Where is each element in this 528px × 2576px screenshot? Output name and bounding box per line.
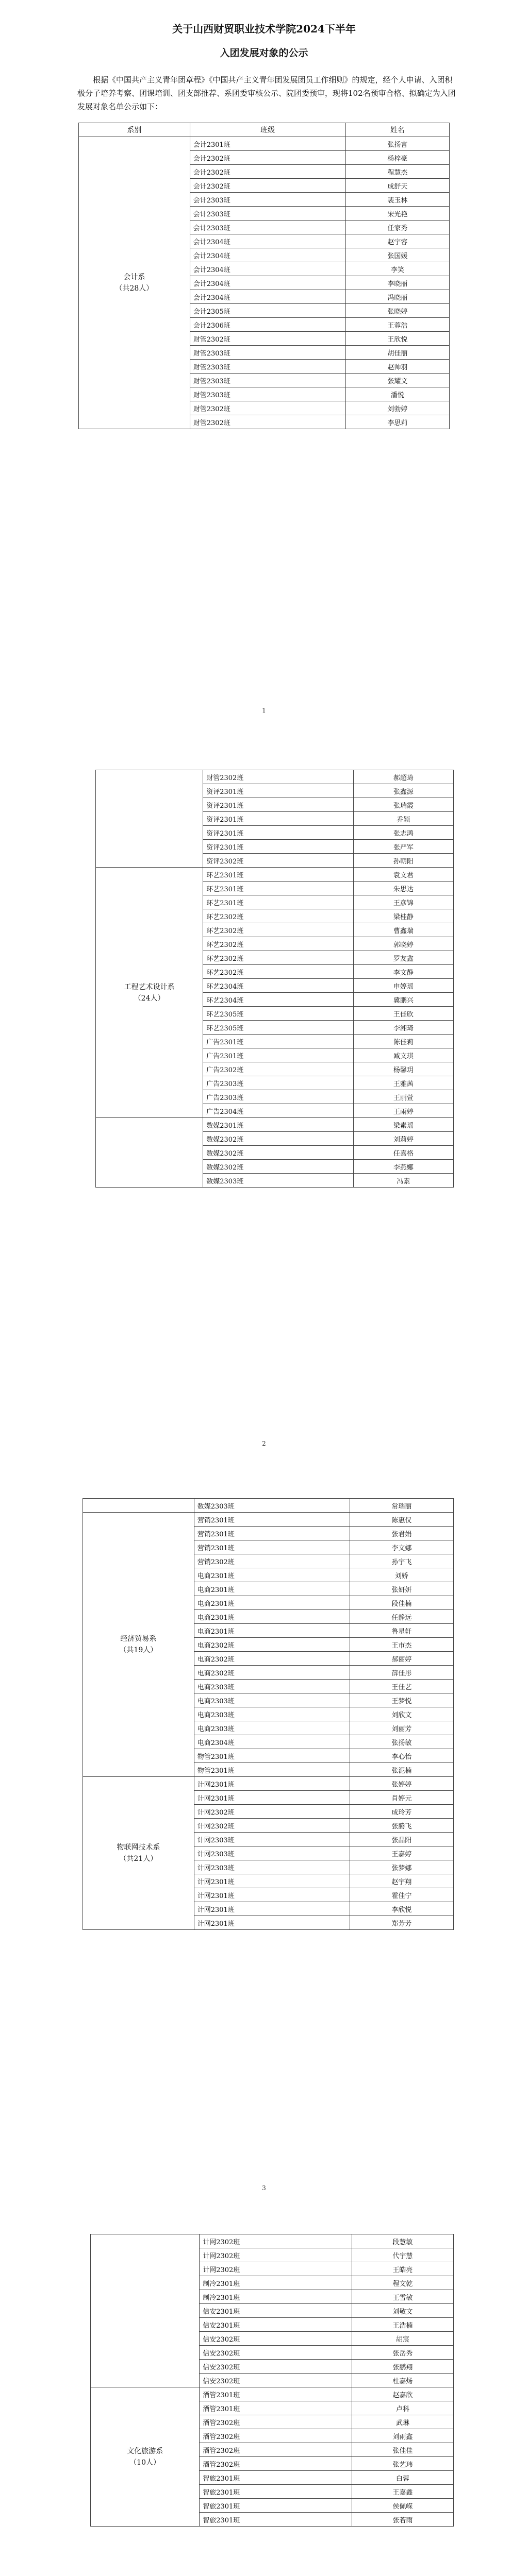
class-cell: 广告2301班 bbox=[203, 1048, 353, 1062]
student-name-cell: 张严军 bbox=[353, 840, 453, 854]
student-name-cell: 张瑞霞 bbox=[353, 798, 453, 812]
student-name-cell: 肖婷元 bbox=[350, 1791, 453, 1805]
class-cell: 资评2301班 bbox=[203, 784, 353, 798]
student-name-cell: 张扬敏 bbox=[350, 1735, 453, 1749]
class-cell: 计网2302班 bbox=[200, 2262, 352, 2276]
student-name-cell: 张国媛 bbox=[345, 248, 449, 262]
student-name-cell: 张艺玮 bbox=[352, 2457, 453, 2471]
student-name-cell: 郝丽婷 bbox=[350, 1652, 453, 1666]
student-name-cell: 王佳艺 bbox=[350, 1680, 453, 1693]
class-cell: 财管2303班 bbox=[190, 346, 345, 360]
student-name-cell: 梁桂静 bbox=[353, 909, 453, 923]
table-row bbox=[79, 137, 450, 151]
class-cell: 电商2302班 bbox=[194, 1652, 350, 1666]
student-name-cell: 赵嘉欣 bbox=[352, 2387, 453, 2401]
student-name-cell: 王丽萱 bbox=[353, 1090, 453, 1104]
column-header-class: 班级 bbox=[190, 123, 345, 137]
student-name-cell: 王雅茜 bbox=[353, 1076, 453, 1090]
class-cell: 环艺2302班 bbox=[203, 937, 353, 951]
department-cell bbox=[96, 1118, 203, 1188]
class-cell: 会计2304班 bbox=[190, 276, 345, 290]
student-name-cell: 程文乾 bbox=[352, 2276, 453, 2290]
student-name-cell: 王雨婷 bbox=[353, 1104, 453, 1118]
student-name-cell: 郝超琦 bbox=[353, 770, 453, 784]
student-name-cell: 张志鸿 bbox=[353, 826, 453, 840]
table-header-row bbox=[79, 123, 450, 137]
page-number: 3 bbox=[262, 2184, 266, 2192]
page-4 bbox=[0, 2215, 528, 2576]
class-cell: 广告2303班 bbox=[203, 1090, 353, 1104]
student-name-cell: 孙宇飞 bbox=[350, 1554, 453, 1568]
class-cell: 智旅2301班 bbox=[200, 2499, 352, 2513]
student-name-cell: 王嘉婷 bbox=[350, 1846, 453, 1860]
student-name-cell: 刘丽芳 bbox=[350, 1721, 453, 1735]
class-cell: 电商2302班 bbox=[194, 1638, 350, 1652]
department-name: 经济贸易系 bbox=[120, 1635, 157, 1643]
student-name-cell: 任家秀 bbox=[345, 221, 449, 234]
department-cell bbox=[83, 1777, 194, 1930]
class-cell: 会计2302班 bbox=[190, 165, 345, 179]
student-name-cell: 李思莉 bbox=[345, 415, 449, 429]
class-cell: 电商2301班 bbox=[194, 1582, 350, 1596]
class-cell: 环艺2301班 bbox=[203, 895, 353, 909]
class-cell: 计网2301班 bbox=[194, 1888, 350, 1902]
student-name-cell: 张腾飞 bbox=[350, 1819, 453, 1833]
name-table-page-4 bbox=[90, 2234, 454, 2527]
page-3 bbox=[0, 1479, 528, 2205]
class-cell: 制冷2301班 bbox=[200, 2290, 352, 2304]
student-name-cell: 胡佳丽 bbox=[345, 346, 449, 360]
student-name-cell: 乔颖 bbox=[353, 812, 453, 826]
student-name-cell: 王蓉浩 bbox=[345, 318, 449, 332]
class-cell: 营销2301班 bbox=[194, 1513, 350, 1527]
student-name-cell: 梁素瑶 bbox=[353, 1118, 453, 1132]
class-cell: 电商2301班 bbox=[194, 1596, 350, 1610]
class-cell: 信安2302班 bbox=[200, 2360, 352, 2374]
department-cell bbox=[79, 137, 190, 429]
page-number: 2 bbox=[262, 1440, 266, 1447]
student-name-cell: 代宇慧 bbox=[352, 2248, 453, 2262]
class-cell: 电商2301班 bbox=[194, 1624, 350, 1638]
class-cell: 会计2302班 bbox=[190, 179, 345, 193]
class-cell: 环艺2302班 bbox=[203, 965, 353, 979]
student-name-cell: 郑芳芳 bbox=[350, 1916, 453, 1930]
page-1 bbox=[0, 0, 528, 737]
class-cell: 会计2302班 bbox=[190, 151, 345, 165]
class-cell: 广告2302班 bbox=[203, 1062, 353, 1076]
class-cell: 电商2303班 bbox=[194, 1721, 350, 1735]
table-row bbox=[91, 2387, 454, 2401]
student-name-cell: 赵宇容 bbox=[345, 234, 449, 248]
student-name-cell: 郭晓婷 bbox=[353, 937, 453, 951]
student-name-cell: 张泥楠 bbox=[350, 1763, 453, 1777]
student-name-cell: 张岳秀 bbox=[352, 2346, 453, 2360]
student-name-cell: 杜嘉炀 bbox=[352, 2374, 453, 2387]
student-name-cell: 任静远 bbox=[350, 1610, 453, 1624]
class-cell: 财管2302班 bbox=[203, 770, 353, 784]
class-cell: 环艺2304班 bbox=[203, 993, 353, 1007]
class-cell: 酒管2302班 bbox=[200, 2429, 352, 2443]
department-name: 工程艺术设计系 bbox=[124, 982, 175, 991]
student-name-cell: 朱思达 bbox=[353, 882, 453, 895]
class-cell: 财管2303班 bbox=[190, 387, 345, 401]
class-cell: 酒管2301班 bbox=[200, 2387, 352, 2401]
class-cell: 财管2303班 bbox=[190, 360, 345, 374]
class-cell: 酒管2302班 bbox=[200, 2443, 352, 2457]
class-cell: 信安2302班 bbox=[200, 2332, 352, 2346]
class-cell: 电商2301班 bbox=[194, 1568, 350, 1582]
class-cell: 电商2303班 bbox=[194, 1680, 350, 1693]
student-name-cell: 刘雨鑫 bbox=[352, 2429, 453, 2443]
page-2 bbox=[0, 747, 528, 1468]
class-cell: 会计2303班 bbox=[190, 207, 345, 221]
student-name-cell: 冯素 bbox=[353, 1174, 453, 1188]
student-name-cell: 王市杰 bbox=[350, 1638, 453, 1652]
student-name-cell: 李笑 bbox=[345, 262, 449, 276]
class-cell: 营销2302班 bbox=[194, 1554, 350, 1568]
student-name-cell: 张妍妍 bbox=[350, 1582, 453, 1596]
student-name-cell: 李文娜 bbox=[350, 1540, 453, 1554]
student-name-cell: 冀鹏兴 bbox=[353, 993, 453, 1007]
class-cell: 会计2303班 bbox=[190, 221, 345, 234]
class-cell: 环艺2305班 bbox=[203, 1021, 353, 1035]
student-name-cell: 张梦娜 bbox=[350, 1860, 453, 1874]
table-row bbox=[83, 1777, 454, 1791]
class-cell: 电商2301班 bbox=[194, 1610, 350, 1624]
class-cell: 广告2301班 bbox=[203, 1035, 353, 1048]
student-name-cell: 裴玉林 bbox=[345, 193, 449, 207]
class-cell: 数媒2303班 bbox=[194, 1499, 350, 1513]
class-cell: 财管2302班 bbox=[190, 415, 345, 429]
student-name-cell: 王皓亮 bbox=[352, 2262, 453, 2276]
class-cell: 信安2301班 bbox=[200, 2304, 352, 2318]
student-name-cell: 刘勃婷 bbox=[345, 401, 449, 415]
class-cell: 智旅2301班 bbox=[200, 2471, 352, 2485]
department-name: 物联网技术系 bbox=[117, 1843, 160, 1852]
student-name-cell: 陈惠仪 bbox=[350, 1513, 453, 1527]
column-header-name: 姓名 bbox=[345, 123, 449, 137]
student-name-cell: 侯佩嵘 bbox=[352, 2499, 453, 2513]
table-row bbox=[96, 770, 454, 784]
class-cell: 会计2305班 bbox=[190, 304, 345, 318]
class-cell: 会计2304班 bbox=[190, 248, 345, 262]
class-cell: 计网2301班 bbox=[194, 1916, 350, 1930]
class-cell: 数媒2302班 bbox=[203, 1132, 353, 1146]
document-subtitle: 入团发展对象的公示 bbox=[220, 47, 308, 59]
student-name-cell: 胡宸 bbox=[352, 2332, 453, 2346]
student-name-cell: 杨馨玥 bbox=[353, 1062, 453, 1076]
student-name-cell: 霍佳宁 bbox=[350, 1888, 453, 1902]
table-row bbox=[96, 868, 454, 882]
class-cell: 会计2304班 bbox=[190, 262, 345, 276]
class-cell: 电商2303班 bbox=[194, 1707, 350, 1721]
student-name-cell: 李湘琦 bbox=[353, 1021, 453, 1035]
department-count: （10人） bbox=[129, 2458, 160, 2467]
class-cell: 计网2303班 bbox=[194, 1846, 350, 1860]
student-name-cell: 张佳佳 bbox=[352, 2443, 453, 2457]
student-name-cell: 鲁星轩 bbox=[350, 1624, 453, 1638]
student-name-cell: 王欣悦 bbox=[345, 332, 449, 346]
department-cell bbox=[91, 2234, 200, 2387]
intro-paragraph: 根据《中国共产主义青年团章程》《中国共产主义青年团发展团员工作细则》的规定，经个人申请、入团积极分子培养考察、团课培训、团支部推荐、系团委审核公示、院团委预审，现将102名预审合格、拟确定为入团发展对象名单公示如下： bbox=[77, 75, 456, 111]
student-name-cell: 李欣悦 bbox=[350, 1902, 453, 1916]
department-cell bbox=[83, 1513, 194, 1777]
class-cell: 物管2301班 bbox=[194, 1749, 350, 1763]
student-name-cell: 张晓婷 bbox=[345, 304, 449, 318]
class-cell: 资评2301班 bbox=[203, 826, 353, 840]
class-cell: 计网2302班 bbox=[200, 2248, 352, 2262]
class-cell: 财管2302班 bbox=[190, 332, 345, 346]
department-count: （共19人） bbox=[119, 1646, 158, 1654]
class-cell: 营销2301班 bbox=[194, 1527, 350, 1540]
student-name-cell: 王佳欣 bbox=[353, 1007, 453, 1021]
student-name-cell: 罗友鑫 bbox=[353, 951, 453, 965]
class-cell: 财管2302班 bbox=[190, 401, 345, 415]
class-cell: 资评2301班 bbox=[203, 840, 353, 854]
class-cell: 会计2304班 bbox=[190, 234, 345, 248]
class-cell: 智旅2301班 bbox=[200, 2513, 352, 2527]
class-cell: 环艺2301班 bbox=[203, 882, 353, 895]
student-name-cell: 赵宇翔 bbox=[350, 1874, 453, 1888]
student-name-cell: 潘悦 bbox=[345, 387, 449, 401]
class-cell: 广告2303班 bbox=[203, 1076, 353, 1090]
table-row bbox=[83, 1499, 454, 1513]
department-cell bbox=[83, 1499, 194, 1513]
class-cell: 资评2302班 bbox=[203, 854, 353, 868]
student-name-cell: 李燕娜 bbox=[353, 1160, 453, 1174]
student-name-cell: 张鹏翔 bbox=[352, 2360, 453, 2374]
class-cell: 电商2304班 bbox=[194, 1735, 350, 1749]
class-cell: 资评2301班 bbox=[203, 798, 353, 812]
department-name: 文化旅游系 bbox=[127, 2447, 163, 2455]
class-cell: 数媒2303班 bbox=[203, 1174, 353, 1188]
class-cell: 智旅2301班 bbox=[200, 2485, 352, 2499]
student-name-cell: 任嘉格 bbox=[353, 1146, 453, 1160]
table-row bbox=[91, 2234, 454, 2248]
class-cell: 数媒2302班 bbox=[203, 1160, 353, 1174]
student-name-cell: 李心怡 bbox=[350, 1749, 453, 1763]
student-name-cell: 薛佳彤 bbox=[350, 1666, 453, 1680]
student-name-cell: 李晓丽 bbox=[345, 276, 449, 290]
class-cell: 计网2301班 bbox=[194, 1777, 350, 1791]
student-name-cell: 段慧敏 bbox=[352, 2234, 453, 2248]
class-cell: 信安2302班 bbox=[200, 2346, 352, 2360]
class-cell: 计网2301班 bbox=[194, 1874, 350, 1888]
student-name-cell: 段佳楠 bbox=[350, 1596, 453, 1610]
student-name-cell: 张婷婷 bbox=[350, 1777, 453, 1791]
class-cell: 环艺2304班 bbox=[203, 979, 353, 993]
class-cell: 信安2302班 bbox=[200, 2374, 352, 2387]
student-name-cell: 袁文君 bbox=[353, 868, 453, 882]
student-name-cell: 刘敬文 bbox=[352, 2304, 453, 2318]
student-name-cell: 王嘉鑫 bbox=[352, 2485, 453, 2499]
class-cell: 电商2302班 bbox=[194, 1666, 350, 1680]
student-name-cell: 王雪敏 bbox=[352, 2290, 453, 2304]
class-cell: 计网2301班 bbox=[194, 1902, 350, 1916]
class-cell: 信安2301班 bbox=[200, 2318, 352, 2332]
class-cell: 计网2302班 bbox=[194, 1805, 350, 1819]
student-name-cell: 张晶阳 bbox=[350, 1833, 453, 1846]
class-cell: 环艺2302班 bbox=[203, 951, 353, 965]
name-table-page-2 bbox=[95, 770, 454, 1188]
class-cell: 环艺2305班 bbox=[203, 1007, 353, 1021]
student-name-cell: 曹鑫瑞 bbox=[353, 923, 453, 937]
class-cell: 制冷2301班 bbox=[200, 2276, 352, 2290]
class-cell: 营销2301班 bbox=[194, 1540, 350, 1554]
class-cell: 会计2303班 bbox=[190, 193, 345, 207]
student-name-cell: 李文静 bbox=[353, 965, 453, 979]
student-name-cell: 成玲芳 bbox=[350, 1805, 453, 1819]
class-cell: 计网2302班 bbox=[194, 1819, 350, 1833]
table-row bbox=[96, 1118, 454, 1132]
class-cell: 酒管2302班 bbox=[200, 2415, 352, 2429]
class-cell: 计网2303班 bbox=[194, 1860, 350, 1874]
department-count: （共28人） bbox=[115, 284, 154, 293]
student-name-cell: 张扬言 bbox=[345, 137, 449, 151]
class-cell: 广告2304班 bbox=[203, 1104, 353, 1118]
class-cell: 环艺2301班 bbox=[203, 868, 353, 882]
student-name-cell: 张鑫源 bbox=[353, 784, 453, 798]
student-name-cell: 刘欣文 bbox=[350, 1707, 453, 1721]
student-name-cell: 王彦锦 bbox=[353, 895, 453, 909]
department-cell bbox=[96, 770, 203, 868]
class-cell: 物管2301班 bbox=[194, 1763, 350, 1777]
student-name-cell: 常瑞丽 bbox=[350, 1499, 453, 1513]
department-name: 会计系 bbox=[123, 273, 145, 281]
student-name-cell: 程慧杰 bbox=[345, 165, 449, 179]
student-name-cell: 宋光艳 bbox=[345, 207, 449, 221]
class-cell: 酒管2301班 bbox=[200, 2401, 352, 2415]
class-cell: 酒管2302班 bbox=[200, 2457, 352, 2471]
student-name-cell: 申婷瑶 bbox=[353, 979, 453, 993]
student-name-cell: 张耀文 bbox=[345, 374, 449, 387]
class-cell: 计网2303班 bbox=[194, 1833, 350, 1846]
class-cell: 会计2306班 bbox=[190, 318, 345, 332]
student-name-cell: 白蓉 bbox=[352, 2471, 453, 2485]
student-name-cell: 刘娇 bbox=[350, 1568, 453, 1582]
class-cell: 数媒2302班 bbox=[203, 1146, 353, 1160]
student-name-cell: 冯晓丽 bbox=[345, 290, 449, 304]
student-name-cell: 杨梓豪 bbox=[345, 151, 449, 165]
student-name-cell: 张君娟 bbox=[350, 1527, 453, 1540]
department-cell bbox=[96, 868, 203, 1118]
class-cell: 财管2303班 bbox=[190, 374, 345, 387]
student-name-cell: 王梦悦 bbox=[350, 1693, 453, 1707]
class-cell: 数媒2301班 bbox=[203, 1118, 353, 1132]
column-header-dept: 系别 bbox=[79, 123, 190, 137]
class-cell: 会计2301班 bbox=[190, 137, 345, 151]
department-count: （24人） bbox=[134, 994, 165, 1003]
department-count: （共21人） bbox=[119, 1855, 158, 1863]
class-cell: 计网2302班 bbox=[200, 2234, 352, 2248]
student-name-cell: 陈佳莉 bbox=[353, 1035, 453, 1048]
student-name-cell: 武琳 bbox=[352, 2415, 453, 2429]
student-name-cell: 王浩楠 bbox=[352, 2318, 453, 2332]
table-row bbox=[83, 1513, 454, 1527]
class-cell: 环艺2302班 bbox=[203, 923, 353, 937]
name-table-page-3 bbox=[82, 1498, 454, 1930]
student-name-cell: 张若雨 bbox=[352, 2513, 453, 2527]
page-number: 1 bbox=[262, 707, 266, 714]
class-cell: 电商2303班 bbox=[194, 1693, 350, 1707]
student-name-cell: 孙朝阳 bbox=[353, 854, 453, 868]
class-cell: 资评2301班 bbox=[203, 812, 353, 826]
class-cell: 环艺2302班 bbox=[203, 909, 353, 923]
class-cell: 计网2301班 bbox=[194, 1791, 350, 1805]
student-name-cell: 臧文琪 bbox=[353, 1048, 453, 1062]
department-cell bbox=[91, 2387, 200, 2527]
student-name-cell: 赵帅羽 bbox=[345, 360, 449, 374]
document-title: 关于山西财贸职业技术学院2024下半年 bbox=[172, 23, 356, 35]
class-cell: 会计2304班 bbox=[190, 290, 345, 304]
student-name-cell: 成舒天 bbox=[345, 179, 449, 193]
name-table-page-1 bbox=[78, 123, 450, 429]
student-name-cell: 刘莉婷 bbox=[353, 1132, 453, 1146]
student-name-cell: 卢科 bbox=[352, 2401, 453, 2415]
